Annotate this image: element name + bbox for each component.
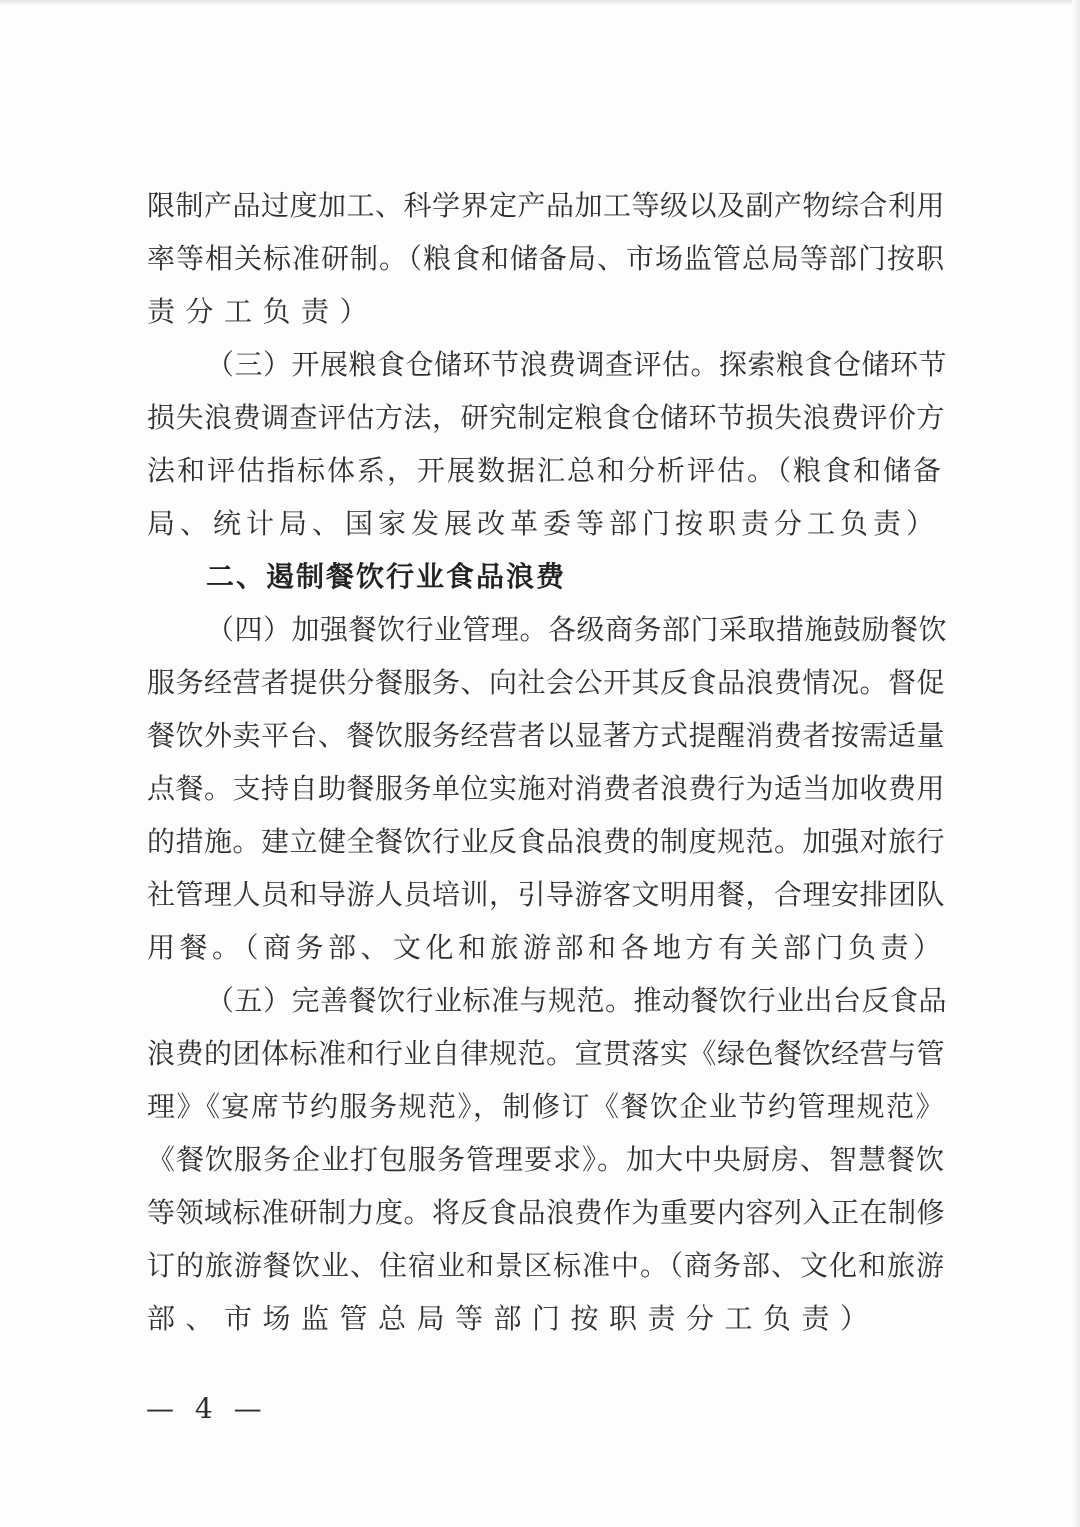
text-line: （四）加强餐饮行业管理。各级商务部门采取措施鼓励餐饮	[206, 613, 948, 646]
text-line: 损失浪费调查评估方法，研究制定粮食仓储环节损失浪费评价方	[147, 401, 946, 434]
text-line: （三）开展粮食仓储环节浪费调查评估。探索粮食仓储环节	[206, 348, 948, 381]
text-line: 限制产品过度加工、科学界定产品加工等级以及副产物综合利用	[147, 189, 946, 222]
text-line: 责分工负责）	[147, 295, 379, 328]
text-line: 《餐饮服务企业打包服务管理要求》。加大中央厨房、智慧餐饮	[147, 1143, 946, 1176]
text-line: 社管理人员和导游人员培训，引导游客文明用餐，合理安排团队	[147, 878, 946, 911]
text-line: 餐饮外卖平台、餐饮服务经营者以显著方式提醒消费者按需适量	[147, 719, 946, 752]
page-number: — 4 —	[146, 1392, 268, 1425]
text-line: （五）完善餐饮行业标准与规范。推动餐饮行业出台反食品	[206, 984, 948, 1017]
text-line: 率等相关标准研制。（粮食和储备局、市场监管总局等部门按职	[147, 242, 946, 275]
text-line: 浪费的团体标准和行业自律规范。宣贯落实《绿色餐饮经营与管	[147, 1037, 946, 1070]
text-line: 局、统计局、国家发展改革委等部门按职责分工负责）	[147, 507, 940, 540]
scan-edge-top	[0, 0, 1080, 6]
text-line: 用餐。（商务部、文化和旅游部和各地方有关部门负责）	[147, 931, 946, 964]
text-line: 等领域标准研制力度。将反食品浪费作为重要内容列入正在制修	[147, 1196, 946, 1229]
text-line: 服务经营者提供分餐服务、向社会公开其反食品浪费情况。督促	[147, 666, 946, 699]
text-line: 订的旅游餐饮业、住宿业和景区标准中。（商务部、文化和旅游	[147, 1249, 946, 1282]
section-heading: 二、遏制餐饮行业食品浪费	[206, 560, 567, 593]
text-line: 部、市场监管总局等部门按职责分工负责）	[147, 1302, 879, 1335]
text-line: 点餐。支持自助餐服务单位实施对消费者浪费行为适当加收费用	[147, 772, 946, 805]
text-line: 的措施。建立健全餐饮行业反食品浪费的制度规范。加强对旅行	[147, 825, 946, 858]
text-line: 理》《宴席节约服务规范》，制修订《餐饮企业节约管理规范》	[147, 1090, 946, 1123]
text-line: 法和评估指标体系，开展数据汇总和分析评估。（粮食和储备	[147, 454, 944, 487]
scan-edge-right	[1072, 0, 1080, 1527]
